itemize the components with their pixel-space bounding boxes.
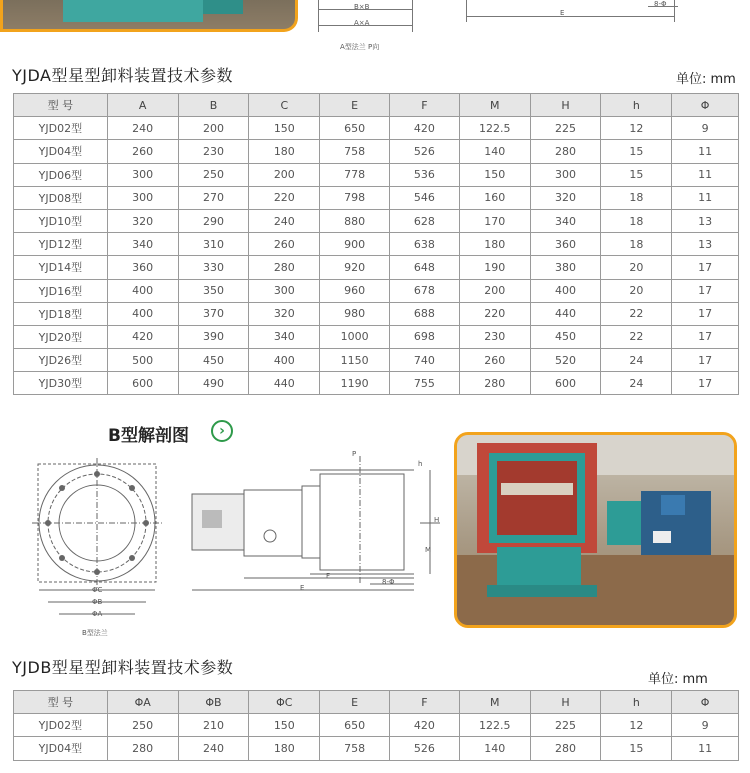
table-cell: 420: [107, 325, 178, 348]
table-cell: 340: [249, 325, 320, 348]
table-cell: 17: [672, 372, 739, 395]
column-header: 型 号: [14, 94, 108, 117]
table-cell: 250: [178, 163, 249, 186]
table-cell: 360: [107, 256, 178, 279]
spec-table-b: [13, 690, 739, 761]
table-cell: 160: [459, 186, 530, 209]
table-cell: 200: [178, 117, 249, 140]
table-cell: 320: [249, 302, 320, 325]
table-cell: 11: [672, 186, 739, 209]
table-cell: 778: [320, 163, 390, 186]
chevron-right-icon: ›: [211, 420, 233, 442]
table-cell: 240: [178, 737, 249, 760]
table-cell: YJD08型: [14, 186, 108, 209]
column-header: F: [390, 94, 460, 117]
table-header-row: [14, 94, 739, 117]
table-row: [14, 209, 739, 232]
section-b-title: YJDB型星型卸料装置技术参数: [12, 658, 234, 677]
table-cell: 300: [107, 186, 178, 209]
table-cell: 22: [601, 302, 672, 325]
table-cell: 18: [601, 186, 672, 209]
table-cell: 330: [178, 256, 249, 279]
table-row: [14, 279, 739, 302]
table-cell: 17: [672, 302, 739, 325]
table-cell: 526: [390, 737, 460, 760]
table-cell: 150: [249, 117, 320, 140]
dim-e-label: E: [560, 9, 565, 17]
column-header: E: [320, 691, 390, 714]
table-cell: 960: [320, 279, 390, 302]
table-cell: 678: [390, 279, 460, 302]
table-cell: 600: [107, 372, 178, 395]
table-cell: 280: [530, 737, 601, 760]
table-cell: 210: [178, 714, 249, 737]
table-cell: 1150: [320, 349, 390, 372]
label-flange-b: B型法兰: [82, 629, 108, 637]
table-cell: 180: [249, 140, 320, 163]
table-cell: YJD04型: [14, 140, 108, 163]
table-cell: 600: [530, 372, 601, 395]
table-cell: 450: [530, 325, 601, 348]
table-cell: 400: [249, 349, 320, 372]
table-cell: 17: [672, 256, 739, 279]
table-cell: 350: [178, 279, 249, 302]
table-cell: 13: [672, 233, 739, 256]
dim-a-label: A×A: [354, 19, 370, 27]
table-cell: 300: [530, 163, 601, 186]
column-header: H: [530, 94, 601, 117]
table-cell: 140: [459, 140, 530, 163]
table-row: [14, 117, 739, 140]
label-e: E: [300, 584, 305, 592]
label-phi-b: ΦB: [92, 598, 103, 606]
table-cell: 260: [459, 349, 530, 372]
column-header: ΦB: [178, 691, 249, 714]
table-cell: 390: [178, 325, 249, 348]
table-cell: YJD16型: [14, 279, 108, 302]
table-cell: 546: [390, 186, 460, 209]
dim-phi-label: 8-Φ: [654, 0, 667, 8]
label-phi-a: ΦA: [92, 610, 103, 618]
table-cell: 11: [672, 737, 739, 760]
table-cell: 450: [178, 349, 249, 372]
table-cell: 15: [601, 140, 672, 163]
column-header: C: [249, 94, 320, 117]
table-cell: 15: [601, 163, 672, 186]
table-cell: 526: [390, 140, 460, 163]
table-cell: 260: [107, 140, 178, 163]
table-cell: 400: [530, 279, 601, 302]
table-cell: 240: [249, 209, 320, 232]
table-cell: 920: [320, 256, 390, 279]
column-header: F: [390, 691, 460, 714]
table-cell: 320: [530, 186, 601, 209]
section-a-title: YJDA型星型卸料装置技术参数: [12, 66, 233, 85]
column-header: M: [459, 691, 530, 714]
table-cell: 400: [107, 302, 178, 325]
table-cell: 122.5: [459, 714, 530, 737]
table-cell: YJD18型: [14, 302, 108, 325]
a-flange-caption: A型法兰 P向: [340, 43, 380, 51]
column-header: A: [107, 94, 178, 117]
table-cell: 360: [530, 233, 601, 256]
table-cell: 290: [178, 209, 249, 232]
label-h-small: h: [418, 460, 423, 468]
b-section-drawing-title: B型解剖图: [108, 426, 189, 446]
table-cell: 200: [459, 279, 530, 302]
table-cell: 536: [390, 163, 460, 186]
table-cell: 230: [178, 140, 249, 163]
label-8-phi: 8-Φ: [382, 578, 395, 586]
column-header: 型 号: [14, 691, 108, 714]
table-cell: 220: [249, 186, 320, 209]
table-cell: 280: [107, 737, 178, 760]
table-cell: 17: [672, 325, 739, 348]
table-cell: 798: [320, 186, 390, 209]
table-cell: 200: [249, 163, 320, 186]
table-cell: YJD02型: [14, 714, 108, 737]
section-a-unit: 单位: mm: [676, 72, 736, 87]
table-cell: 340: [107, 233, 178, 256]
table-cell: 300: [107, 163, 178, 186]
table-cell: 758: [320, 140, 390, 163]
column-header: ΦA: [107, 691, 178, 714]
column-header: h: [601, 94, 672, 117]
table-cell: 260: [249, 233, 320, 256]
section-b-unit: 单位: mm: [648, 672, 708, 687]
table-cell: 280: [530, 140, 601, 163]
table-cell: 340: [530, 209, 601, 232]
table-row: [14, 302, 739, 325]
table-row: [14, 349, 739, 372]
table-cell: 9: [672, 117, 739, 140]
table-cell: 628: [390, 209, 460, 232]
table-cell: 440: [249, 372, 320, 395]
product-photo-b: [454, 432, 737, 628]
table-cell: 24: [601, 349, 672, 372]
column-header: E: [320, 94, 390, 117]
table-cell: 755: [390, 372, 460, 395]
product-photo-top: [0, 0, 298, 32]
table-cell: 12: [601, 714, 672, 737]
table-cell: 11: [672, 163, 739, 186]
table-cell: 13: [672, 209, 739, 232]
column-header: M: [459, 94, 530, 117]
table-cell: 638: [390, 233, 460, 256]
dim-b-label: B×B: [354, 3, 370, 11]
label-p: P: [352, 450, 357, 458]
table-cell: 420: [390, 714, 460, 737]
table-cell: 280: [459, 372, 530, 395]
table-row: [14, 186, 739, 209]
column-header: ΦC: [249, 691, 320, 714]
table-cell: YJD10型: [14, 209, 108, 232]
table-cell: 648: [390, 256, 460, 279]
column-header: H: [530, 691, 601, 714]
label-phi-c: ΦC: [92, 586, 103, 594]
table-cell: 880: [320, 209, 390, 232]
table-cell: 688: [390, 302, 460, 325]
table-cell: 150: [459, 163, 530, 186]
table-cell: 280: [249, 256, 320, 279]
table-cell: YJD12型: [14, 233, 108, 256]
side-view-drawing-top: [458, 0, 728, 30]
table-cell: 300: [249, 279, 320, 302]
table-cell: 150: [249, 714, 320, 737]
table-cell: 380: [530, 256, 601, 279]
column-header: h: [601, 691, 672, 714]
table-cell: YJD26型: [14, 349, 108, 372]
table-cell: 500: [107, 349, 178, 372]
top-strip: [0, 0, 750, 55]
table-cell: 980: [320, 302, 390, 325]
label-f: F: [326, 572, 331, 580]
table-cell: 18: [601, 233, 672, 256]
table-cell: 225: [530, 117, 601, 140]
table-cell: 17: [672, 349, 739, 372]
table-cell: 420: [390, 117, 460, 140]
table-cell: 758: [320, 737, 390, 760]
table-cell: 180: [249, 737, 320, 760]
table-row: [14, 325, 739, 348]
table-cell: 9: [672, 714, 739, 737]
table-cell: 180: [459, 233, 530, 256]
table-cell: 250: [107, 714, 178, 737]
table-row: [14, 737, 739, 760]
table-cell: 1000: [320, 325, 390, 348]
table-cell: 15: [601, 737, 672, 760]
table-cell: 18: [601, 209, 672, 232]
table-cell: 230: [459, 325, 530, 348]
label-h-big: H: [434, 516, 440, 524]
table-cell: YJD20型: [14, 325, 108, 348]
table-cell: 190: [459, 256, 530, 279]
table-cell: YJD14型: [14, 256, 108, 279]
table-cell: 170: [459, 209, 530, 232]
table-cell: YJD30型: [14, 372, 108, 395]
table-cell: 225: [530, 714, 601, 737]
table-row: [14, 163, 739, 186]
table-cell: 1190: [320, 372, 390, 395]
table-cell: YJD04型: [14, 737, 108, 760]
table-row: [14, 140, 739, 163]
table-cell: 240: [107, 117, 178, 140]
table-cell: 650: [320, 714, 390, 737]
table-cell: 122.5: [459, 117, 530, 140]
spec-table-a: [13, 93, 739, 395]
table-row: [14, 372, 739, 395]
table-cell: 220: [459, 302, 530, 325]
column-header: B: [178, 94, 249, 117]
table-row: [14, 714, 739, 737]
table-cell: 24: [601, 372, 672, 395]
b-cutaway-drawing: [30, 450, 450, 640]
table-cell: 270: [178, 186, 249, 209]
table-header-row: [14, 691, 739, 714]
table-cell: 440: [530, 302, 601, 325]
table-cell: 490: [178, 372, 249, 395]
table-cell: 310: [178, 233, 249, 256]
table-cell: 650: [320, 117, 390, 140]
table-cell: 900: [320, 233, 390, 256]
column-header: Φ: [672, 94, 739, 117]
table-cell: 740: [390, 349, 460, 372]
table-cell: 400: [107, 279, 178, 302]
table-cell: 20: [601, 279, 672, 302]
table-cell: 11: [672, 140, 739, 163]
table-cell: 140: [459, 737, 530, 760]
column-header: Φ: [672, 691, 739, 714]
table-row: [14, 256, 739, 279]
table-cell: 520: [530, 349, 601, 372]
table-cell: 22: [601, 325, 672, 348]
table-cell: 370: [178, 302, 249, 325]
table-cell: 320: [107, 209, 178, 232]
label-m: M: [425, 546, 432, 554]
table-cell: 20: [601, 256, 672, 279]
table-row: [14, 233, 739, 256]
table-cell: 12: [601, 117, 672, 140]
table-cell: YJD06型: [14, 163, 108, 186]
table-cell: 698: [390, 325, 460, 348]
table-cell: YJD02型: [14, 117, 108, 140]
table-cell: 17: [672, 279, 739, 302]
